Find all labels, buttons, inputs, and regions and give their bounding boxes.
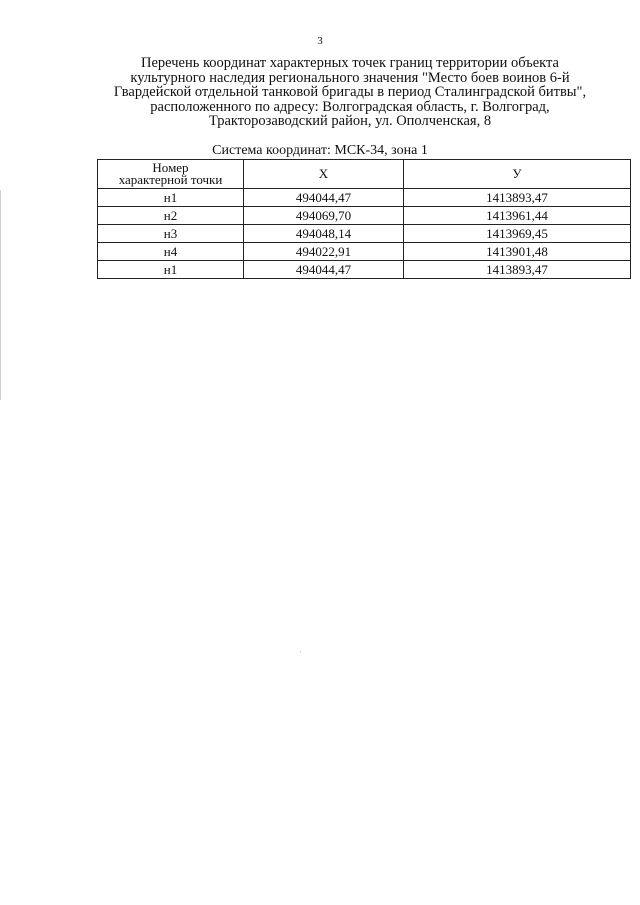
point-cell: н4 xyxy=(98,243,244,261)
x-cell: 494044,47 xyxy=(244,189,404,207)
scan-edge-mark xyxy=(0,190,1,400)
table-row xyxy=(98,261,631,279)
x-cell: 494022,91 xyxy=(244,243,404,261)
table-header-row xyxy=(98,160,631,189)
y-cell: 1413893,47 xyxy=(404,261,631,279)
header-y: У xyxy=(404,160,631,189)
page-number: 3 xyxy=(317,35,323,47)
point-cell: н3 xyxy=(98,225,244,243)
point-cell: н1 xyxy=(98,261,244,279)
header-point-line1: Номер xyxy=(152,159,189,175)
table-row xyxy=(98,189,631,207)
title-line: расположенного по адресу: Волгоградская область, г. Волгоград, xyxy=(150,98,550,115)
scan-speck xyxy=(300,651,301,652)
x-cell: 494069,70 xyxy=(244,207,404,225)
y-cell: 1413901,48 xyxy=(404,243,631,261)
point-cell: н1 xyxy=(98,189,244,207)
table-row xyxy=(98,243,631,261)
header-point-line2: характерной точки xyxy=(118,172,223,187)
coordinates-table xyxy=(97,159,631,279)
title-line: Перечень координат характерных точек границ территории объекта xyxy=(141,55,559,71)
point-cell: н2 xyxy=(98,207,244,225)
document-title xyxy=(60,56,640,129)
x-cell: 494048,14 xyxy=(244,225,404,243)
y-cell: 1413961,44 xyxy=(404,207,631,225)
x-cell: 494044,47 xyxy=(244,261,404,279)
coordinate-system-caption: Система координат: МСК-34, зона 1 xyxy=(212,143,428,158)
header-point-number xyxy=(98,160,244,189)
y-cell: 1413893,47 xyxy=(404,189,631,207)
table-row xyxy=(98,207,631,225)
title-line: Гвардейской отдельной танковой бригады в период Сталинградской битвы", xyxy=(113,84,587,100)
y-cell: 1413969,45 xyxy=(404,225,631,243)
table-row xyxy=(98,225,631,243)
header-x: X xyxy=(244,160,404,189)
title-line: Тракторозаводский район, ул. Ополченская, 8 xyxy=(208,113,492,129)
title-line: культурного наследия регионального значения "Место боев воинов 6-й xyxy=(130,69,570,86)
